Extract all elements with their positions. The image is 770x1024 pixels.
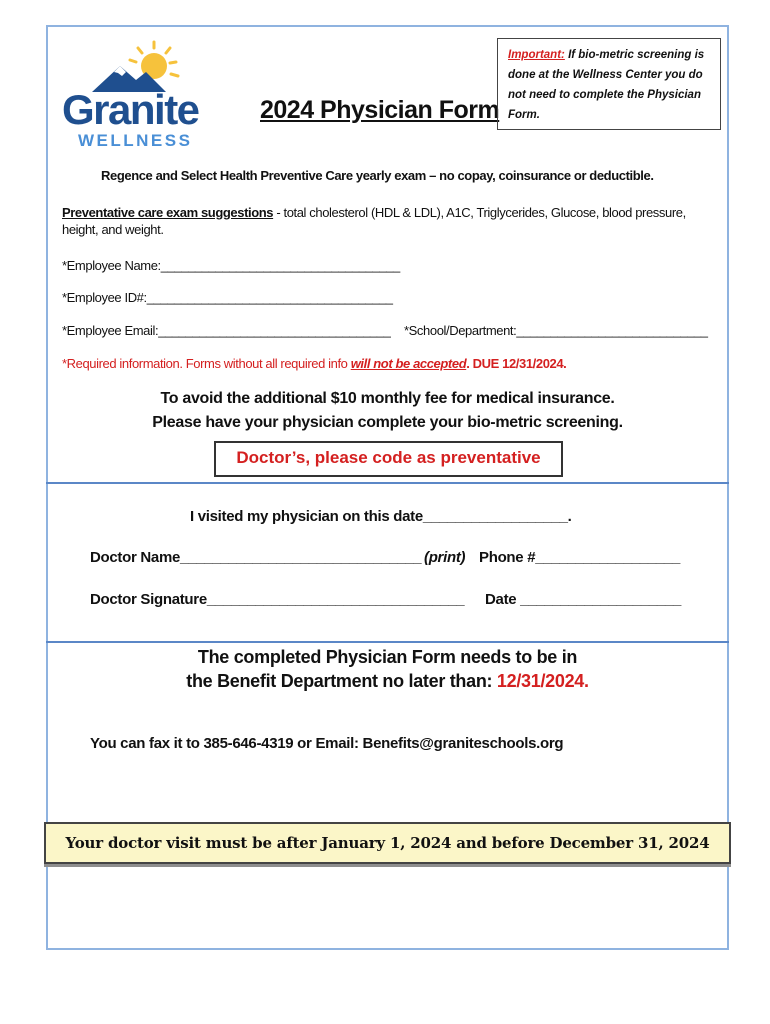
page-title: 2024 Physician Form <box>260 96 500 124</box>
doctor-signature-field[interactable]: Doctor Signature________________________________ <box>90 591 465 608</box>
completed-line-1: The completed Physician Form needs to be in <box>197 647 578 667</box>
suggestions-label: Preventative care exam suggestions <box>62 205 274 220</box>
visit-date-field[interactable]: I visited my physician on this date__________________. <box>190 508 572 525</box>
completed-text: the Benefit Department no later than: <box>186 671 497 691</box>
required-text: *Required information. Forms without all required info <box>62 356 351 371</box>
required-info-note <box>62 356 566 371</box>
logo-sub-text: WELLNESS <box>78 131 193 150</box>
sun-icon <box>130 42 178 79</box>
avoid-fee-line-2: Please have your physician complete your bio-metric screening. <box>152 414 623 431</box>
form-border <box>46 25 729 950</box>
print-hint: (print) <box>424 549 466 566</box>
employee-name-field[interactable]: *Employee Name:___________________________________ <box>62 258 400 273</box>
visit-date-banner: Your doctor visit must be after January 1, 2024 and before December 31, 2024 <box>44 822 731 864</box>
coverage-note: Regence and Select Health Preventive Care yearly exam – no copay, coinsurance or deductible. <box>101 168 654 183</box>
logo-brand-text: Granite <box>62 86 199 133</box>
important-text: If bio-metric screening is done at the Wellness Center you do not need to complete the Physician Form. <box>508 49 705 121</box>
avoid-fee-line-1: To avoid the additional $10 monthly fee for medical insurance. <box>160 390 615 407</box>
section-divider <box>46 641 729 643</box>
due-date-text: . DUE 12/31/2024. <box>466 356 567 371</box>
important-notice <box>497 38 721 130</box>
exam-suggestions-cont: height, and weight. <box>62 222 164 237</box>
granite-wellness-logo <box>62 36 222 152</box>
fax-email-info: You can fax it to 385-646-4319 or Email: Benefits@graniteschools.org <box>90 735 564 752</box>
section-divider <box>46 482 729 484</box>
doctor-code-notice: Doctor’s, please code as preventative <box>214 441 563 477</box>
suggestions-text: - total cholesterol (HDL & LDL), A1C, Triglycerides, Glucose, blood pressure, <box>273 205 686 220</box>
signature-date-field[interactable]: Date ____________________ <box>485 591 682 608</box>
exam-suggestions <box>62 205 686 220</box>
doctor-name-field[interactable]: Doctor Name______________________________ <box>90 549 422 566</box>
deadline-date: 12/31/2024. <box>496 671 589 691</box>
required-emphasis: will not be accepted <box>350 356 467 371</box>
important-label: Important: <box>508 49 565 61</box>
phone-field[interactable]: Phone #__________________ <box>479 549 681 566</box>
employee-id-field[interactable]: *Employee ID#:____________________________________ <box>62 290 393 305</box>
completed-line-2 <box>46 671 729 692</box>
employee-email-field[interactable]: *Employee Email:__________________________________ <box>62 323 391 338</box>
school-department-field[interactable]: *School/Department:____________________________ <box>404 323 708 338</box>
